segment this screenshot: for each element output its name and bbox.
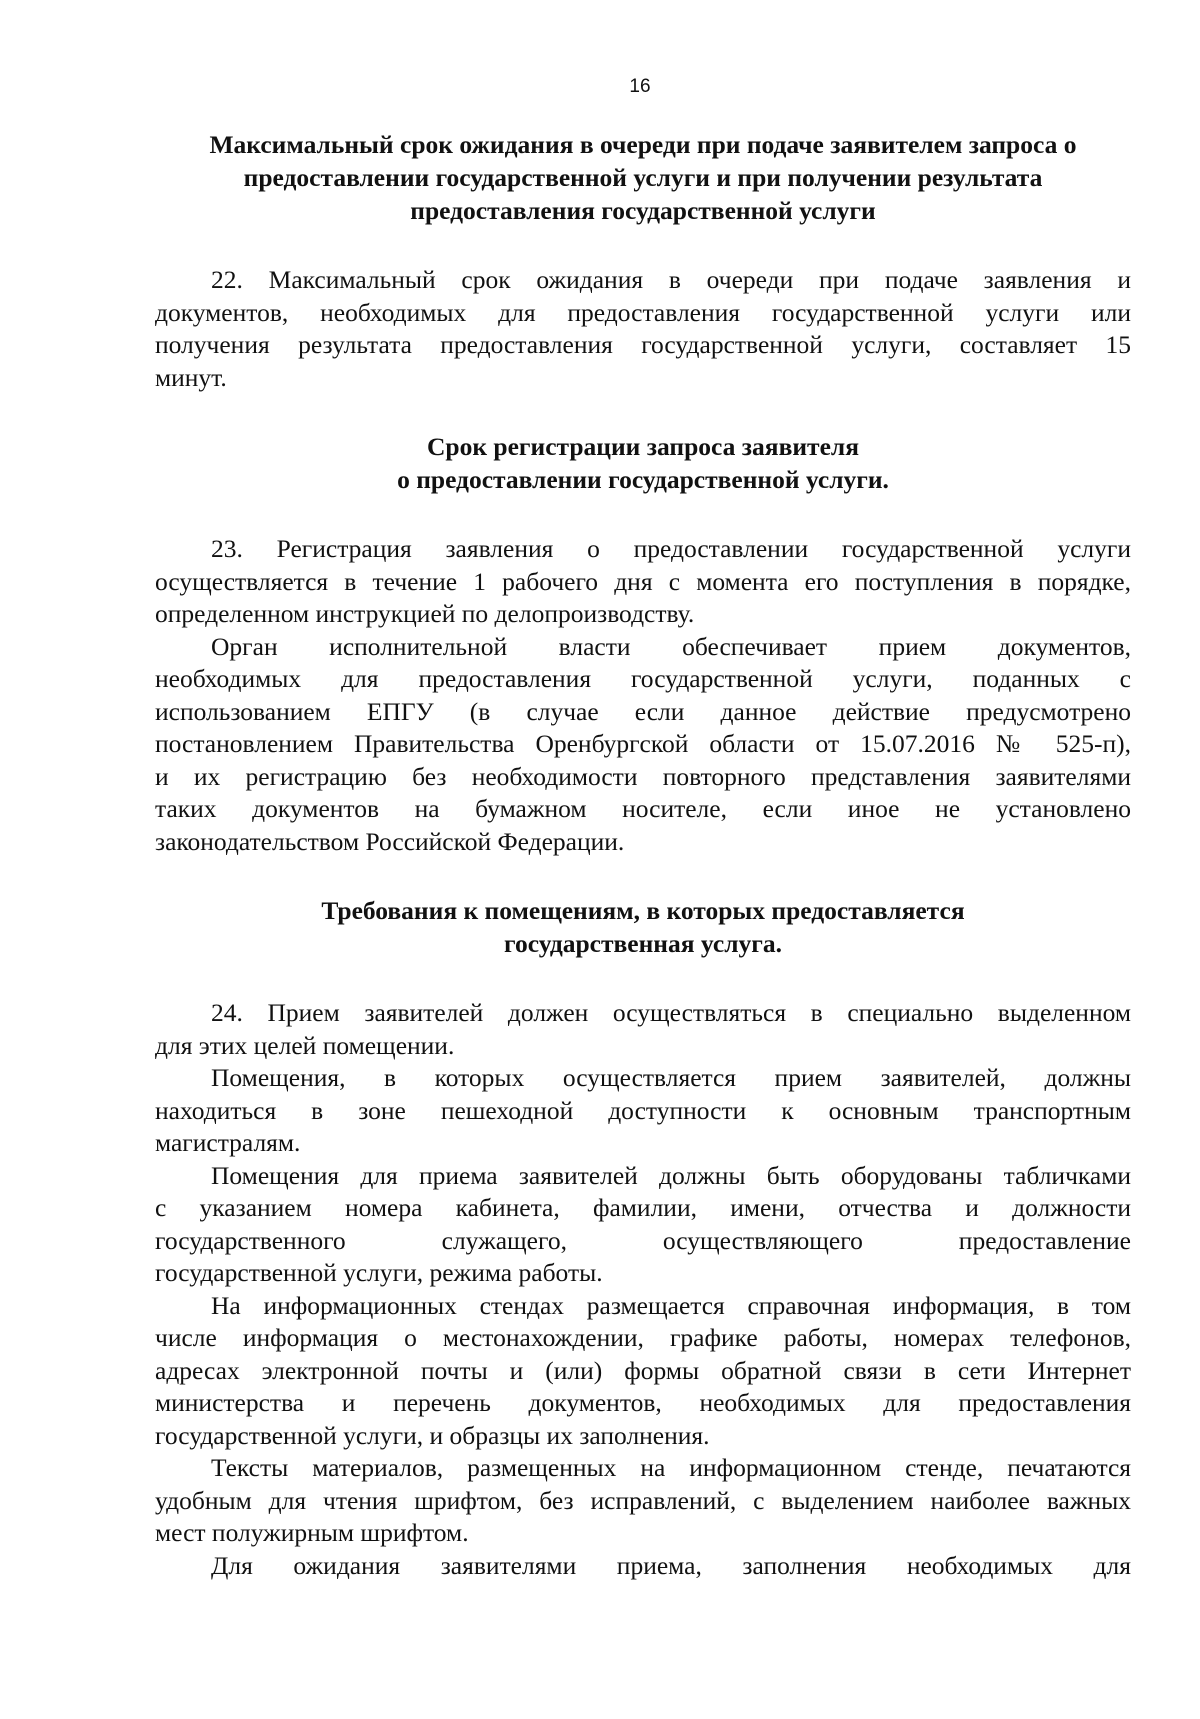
- paragraph-line: постановлением Правительства Оренбургской области от 15.07.2016 № 525-п),: [155, 729, 1131, 758]
- paragraph-line: использованием ЕПГУ (в случае если данное действие предусмотрено: [155, 696, 1131, 726]
- paragraph-line: государственного служащего, осуществляющего предоставление: [155, 1225, 1131, 1255]
- paragraph-line: находиться в зоне пешеходной доступности к основным транспортным: [155, 1095, 1131, 1125]
- paragraph-line: для этих целей помещении.: [155, 1030, 455, 1060]
- paragraph-line: 24. Прием заявителей должен осуществляться в специально выделенном: [211, 998, 1131, 1027]
- paragraph-line: законодательством Российской Федерации.: [155, 826, 625, 856]
- paragraph-line: осуществляется в течение 1 рабочего дня с момента его поступления в порядке,: [155, 566, 1131, 596]
- paragraph: [155, 264, 1131, 394]
- paragraph-line: министерства и перечень документов, необходимых для предоставления: [155, 1388, 1131, 1417]
- paragraph-line: Для ожидания заявителями приема, заполнения необходимых для: [211, 1550, 1131, 1580]
- paragraph-line: адресах электронной почты и (или) формы обратной связи в сети Интернет: [155, 1355, 1131, 1385]
- paragraph-line: с указанием номера кабинета, фамилии, имени, отчества и должности: [155, 1193, 1131, 1222]
- section-heading: [155, 894, 1131, 960]
- paragraph-line: магистралям.: [155, 1128, 301, 1157]
- heading-line: предоставления государственной услуги: [410, 196, 876, 225]
- heading-line: предоставлении государственной услуги и при получении результата: [243, 163, 1043, 192]
- paragraph-line: Орган исполнительной власти обеспечивает прием документов,: [211, 631, 1131, 661]
- paragraph-line: Помещения для приема заявителей должны быть оборудованы табличками: [211, 1160, 1131, 1190]
- section-heading: [155, 430, 1131, 496]
- paragraph: [155, 1452, 1131, 1550]
- heading-line: Максимальный срок ожидания в очереди при подаче заявителем запроса о: [209, 130, 1077, 159]
- paragraph-line: 23. Регистрация заявления о предоставлении государственной услуги: [211, 534, 1131, 563]
- paragraph-line: государственной услуги, и образцы их заполнения.: [155, 1420, 710, 1450]
- paragraph-line: получения результата предоставления государственной услуги, составляет 15: [155, 330, 1131, 359]
- paragraph: [155, 997, 1131, 1062]
- paragraph-line: минут.: [155, 362, 227, 392]
- paragraph: [155, 1160, 1131, 1290]
- paragraph-line: документов, необходимых для предоставления государственной услуги или: [155, 297, 1131, 327]
- paragraph-line: Тексты материалов, размещенных на информационном стенде, печатаются: [211, 1453, 1131, 1482]
- section-heading: [155, 128, 1131, 227]
- paragraph-line: необходимых для предоставления государственной услуги, поданных с: [155, 664, 1131, 693]
- paragraph: [155, 1550, 1131, 1583]
- paragraph: [155, 1062, 1131, 1160]
- heading-line: о предоставлении государственной услуги.: [397, 465, 889, 494]
- paragraph-line: числе информация о местонахождении, графике работы, номерах телефонов,: [155, 1323, 1131, 1352]
- document-body: [155, 128, 1131, 1582]
- heading-line: Требования к помещениям, в которых предоставляется: [321, 896, 965, 925]
- paragraph: [155, 631, 1131, 859]
- paragraph-line: таких документов на бумажном носителе, если иное не установлено: [155, 794, 1131, 823]
- paragraph-line: и их регистрацию без необходимости повторного представления заявителями: [155, 761, 1131, 791]
- heading-line: государственная услуга.: [504, 929, 782, 958]
- heading-line: Срок регистрации запроса заявителя: [427, 432, 859, 461]
- page-number: 16: [629, 76, 651, 97]
- paragraph-line: На информационных стендах размещается справочная информация, в том: [211, 1290, 1131, 1320]
- paragraph-line: 22. Максимальный срок ожидания в очереди при подаче заявления и: [211, 265, 1131, 294]
- paragraph-line: государственной услуги, режима работы.: [155, 1258, 603, 1287]
- paragraph-line: определенном инструкцией по делопроизводству.: [155, 599, 695, 628]
- paragraph-line: удобным для чтения шрифтом, без исправлений, с выделением наиболее важных: [155, 1485, 1131, 1515]
- paragraph: [155, 1290, 1131, 1453]
- paragraph: [155, 533, 1131, 631]
- paragraph-line: мест полужирным шрифтом.: [155, 1518, 469, 1547]
- paragraph-line: Помещения, в которых осуществляется прием заявителей, должны: [211, 1063, 1131, 1092]
